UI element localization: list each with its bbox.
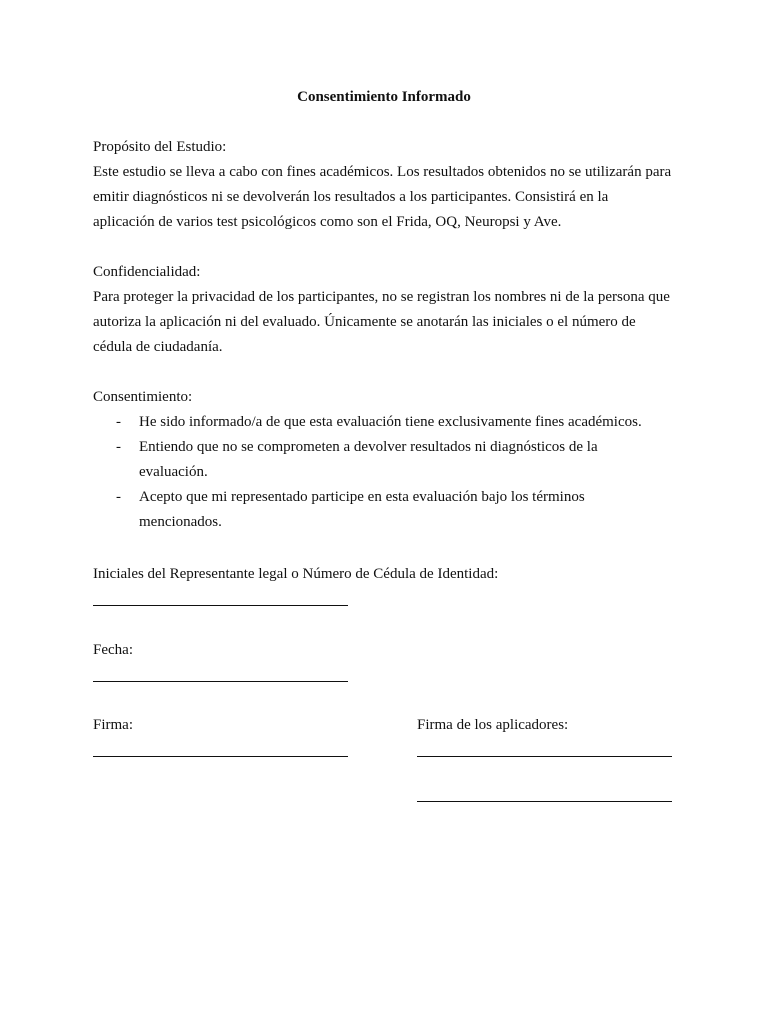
applicators-label: Firma de los aplicadores: <box>417 717 569 733</box>
bullet-marker: - <box>116 414 121 430</box>
purpose-section <box>93 135 673 235</box>
document-title: Consentimiento Informado <box>297 89 471 105</box>
purpose-heading: Propósito del Estudio: <box>93 139 227 155</box>
consent-item <box>93 485 659 535</box>
confidentiality-heading: Confidencialidad: <box>93 264 201 280</box>
bullet-marker: - <box>116 489 121 505</box>
applicator-signature-line-1[interactable] <box>417 756 672 757</box>
signature-line[interactable] <box>93 756 348 757</box>
consent-item-text: Entiendo que no se comprometen a devolver resultados ni diagnósticos de la evaluación. <box>139 439 598 480</box>
consent-item-text: Acepto que mi representado participe en esta evaluación bajo los términos mencionados. <box>139 489 585 530</box>
date-label: Fecha: <box>93 642 133 658</box>
consent-heading: Consentimiento: <box>93 389 193 405</box>
confidentiality-section <box>93 260 673 360</box>
bullet-marker: - <box>116 439 121 455</box>
initials-signature-line[interactable] <box>93 605 348 606</box>
purpose-body: Este estudio se lleva a cabo con fines académicos. Los resultados obtenidos no se utilizarán para emitir diagnósticos ni se devolverán los resultados a los participantes. Consistirá en la aplicación de varios test psicológicos como son el Frida, OQ, Neuropsi y Ave. <box>93 164 672 230</box>
date-signature-line[interactable] <box>93 681 348 682</box>
consent-item <box>93 435 659 485</box>
signature-label: Firma: <box>93 717 133 733</box>
initials-label: Iniciales del Representante legal o Número de Cédula de Identidad: <box>93 566 499 582</box>
applicator-signature-line-2[interactable] <box>417 801 672 802</box>
confidentiality-body: Para proteger la privacidad de los participantes, no se registran los nombres ni de la persona que autoriza la aplicación ni del evaluado. Únicamente se anotarán las iniciales o el número de cédula de ciudadanía. <box>93 289 670 355</box>
consent-item <box>93 410 659 435</box>
consent-section <box>93 385 673 535</box>
consent-list <box>93 410 673 535</box>
consent-item-text: He sido informado/a de que esta evaluación tiene exclusivamente fines académicos. <box>139 414 642 430</box>
